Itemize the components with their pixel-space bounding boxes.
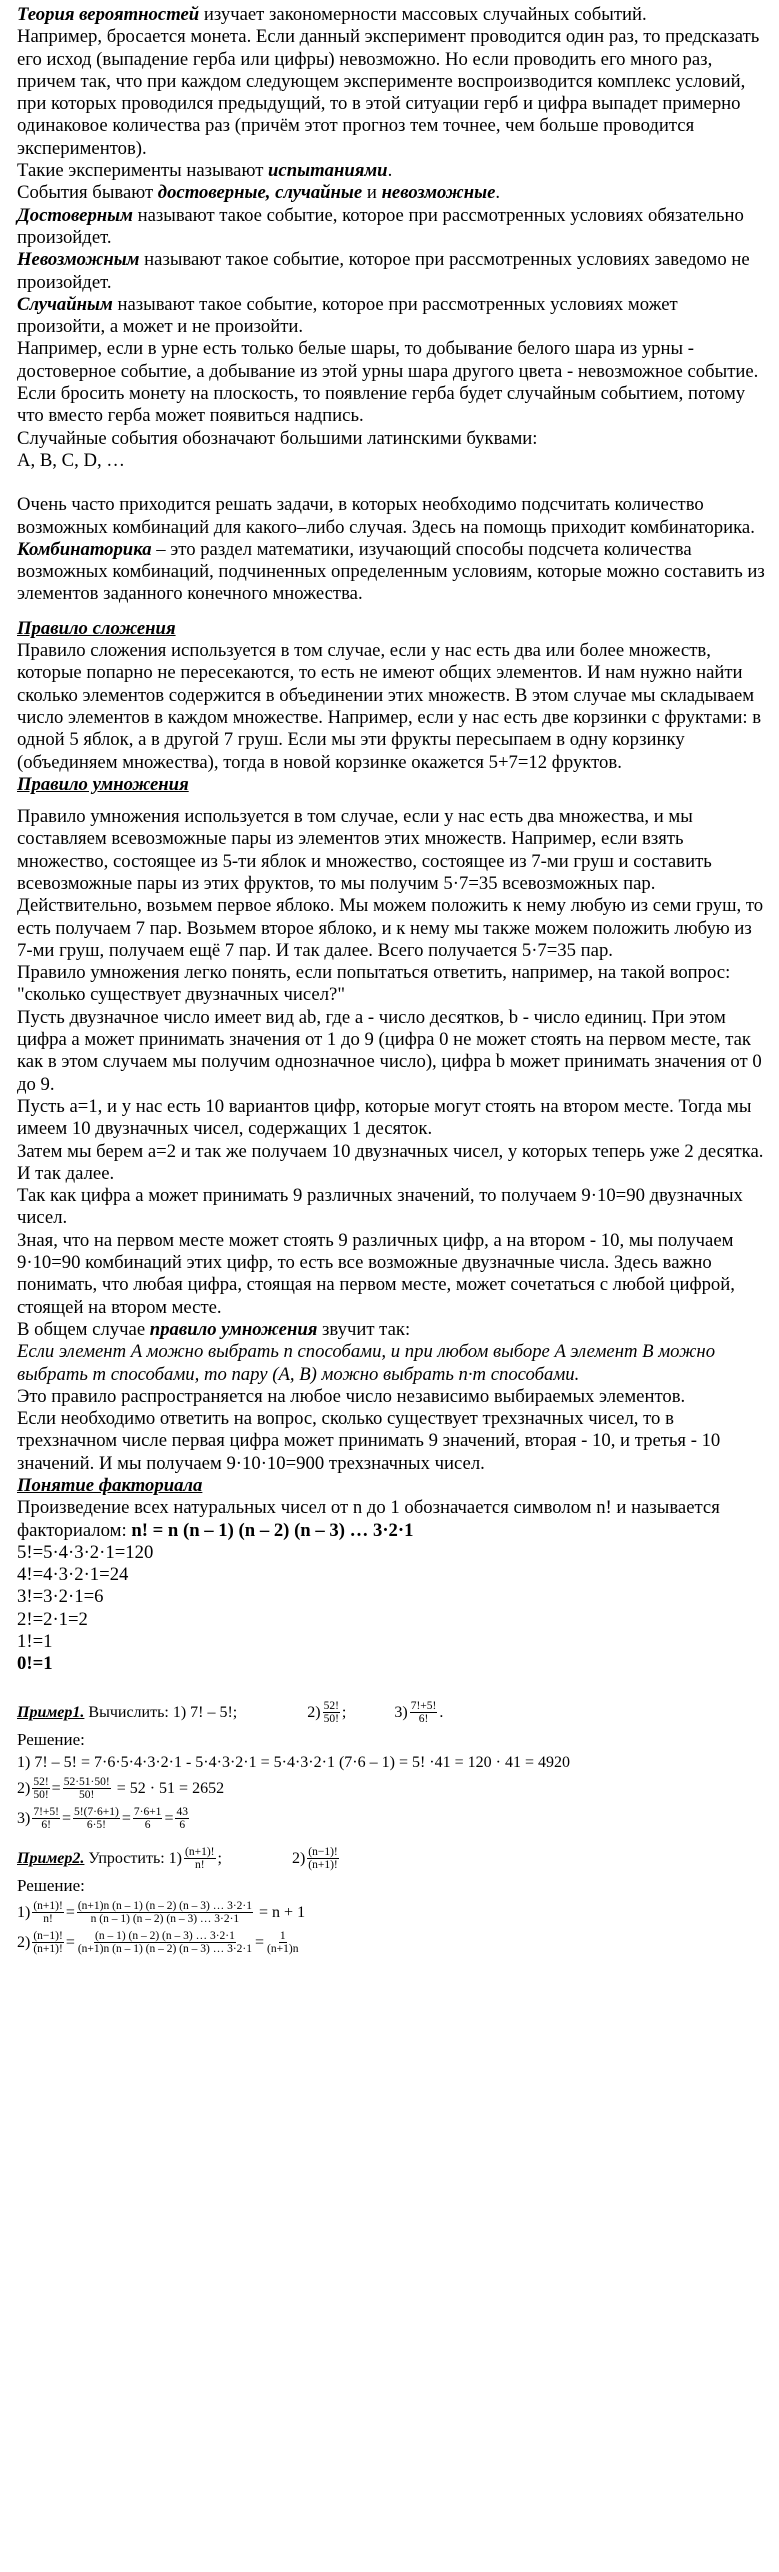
fraction <box>77 1930 253 1955</box>
text: звучит так: <box>317 1318 411 1340</box>
paragraph-certain <box>17 205 765 250</box>
fraction <box>32 1806 60 1831</box>
example1-solution-label: Решение: <box>17 1729 85 1749</box>
numerator: 52! <box>323 1700 339 1713</box>
paragraph-coin-example: Например, бросается монета. Если данный эксперимент проводится один раз, то предсказать его исход (выпадение герба или цифры) невозможно. Но если проводить его много раз, причем так, что при каждом следующем эксперименте воспроизводится комплекс условий, при которых проводился предыдущий, то в этой ситуации герб и цифра выпадет примерно одинаковое количества раз (причём этот прогноз тем точнее, чем больше проводится экспериментов). <box>17 26 760 159</box>
example2-label: Пример2. <box>17 1849 85 1867</box>
paragraph-product-5: Пусть a=1, и у нас есть 10 вариантов цифр, которые могут стоять на втором месте. Тогда мы имеем 10 двузначных чисел, содержащих 1 десяток. <box>17 1095 752 1140</box>
text: называют такое событие, которое при рассмотренных условиях обязательно произойдет. <box>17 204 744 248</box>
paragraph-product-3: Правило умножения легко понять, если попытаться ответить, например, на такой вопрос: "сколько существует двузначных чисел?" <box>17 962 731 1006</box>
text: 3) <box>394 1703 408 1721</box>
paragraph-combinatorics-intro: Очень часто приходится решать задачи, в которых необходимо подсчитать количество возможных комбинаций для какого–либо случая. Здесь на помощь приходит комбинаторика. <box>17 494 755 538</box>
text: = <box>255 1933 265 1951</box>
paragraph-urn: Например, если в урне есть только белые шары, то добывание белого шара из урны - достоверное событие, а добывание из этой урны шара другого цвета - невозможное событие. <box>17 338 759 382</box>
factorial-zero: 0!=1 <box>17 1653 53 1675</box>
denominator: n! <box>43 1913 53 1926</box>
numerator: (n+1)! <box>33 1900 63 1913</box>
example2-task <box>17 1844 765 1874</box>
text: = <box>121 1809 131 1827</box>
term-event-types: достоверные, случайные <box>157 182 363 204</box>
numerator: (n – 1) (n – 2) (n – 3) … 3·2·1 <box>94 1930 235 1943</box>
denominator: (n+1)! <box>33 1943 63 1956</box>
text: 1) <box>17 1903 31 1921</box>
paragraph-sum-rule: Правило сложения используется в том случае, если у нас есть два или более множеств, которые попарно не пересекаются, то есть не имеют общих элементов. И нам нужно найти сколько элементов содержится в объединении этих множеств. В этом случае мы складываем число элементов в каждом множестве. Например, если у нас есть две корзинки с фруктами: в одной 5 яблок, а в другой 7 груш. Если мы эти фрукты пересыпаем в одну корзинку (объединяем множества), тогда в новой корзинке окажется 5+7=12 фруктов. <box>17 640 762 773</box>
fraction <box>73 1806 120 1831</box>
factorial-line-3: 3!=3·2·1=6 <box>17 1586 104 1608</box>
text: = <box>65 1903 75 1921</box>
text: 2) <box>17 1933 31 1951</box>
example2-solution-2 <box>17 1928 765 1958</box>
paragraph-impossible <box>17 249 765 294</box>
fraction <box>32 1930 63 1955</box>
fraction <box>77 1900 253 1925</box>
heading-factorial: Понятие факториала <box>17 1475 203 1496</box>
numerator: (n−1)! <box>308 1846 338 1859</box>
fraction <box>63 1776 111 1801</box>
text: ; <box>341 1703 347 1721</box>
denominator: n (n – 1) (n – 2) (n – 3) … 3·2·1 <box>90 1913 240 1926</box>
factorial-formula: n! = n (n – 1) (n – 2) (n – 3) … 3·2·1 <box>131 1519 414 1541</box>
paragraph-product-11: Если необходимо ответить на вопрос, сколько существует трехзначных чисел, то в трехзначном числе первая цифра может принимать 9 значений, вторая - 10, и третья - 10 значений. И мы получаем 9·10·10=900 трехзначных чисел. <box>17 1408 721 1474</box>
denominator: 6 <box>179 1819 186 1832</box>
text: . <box>439 1703 444 1721</box>
paragraph-letters: A, B, C, D, … <box>17 449 125 471</box>
text: Произведение всех натуральных чисел от n до 1 обозначается символом n! и называется факториалом: <box>17 1497 720 1541</box>
numerator: 7·6+1 <box>133 1806 162 1819</box>
heading-sum-rule: Правило сложения <box>17 617 176 639</box>
numerator: 52·51·50! <box>63 1776 110 1789</box>
paragraph-product-1: Правило умножения используется в том случае, если у нас есть два множества, и мы составляем всевозможные пары из элементов этих множеств. Например, если взять множество, состоящее из 5-ти яблок и множество, состоящее из 7-ми груш и составить всевозможные пары из этих фруктов, то мы получим 5·7=35 всевозможных пар. <box>17 806 712 894</box>
paragraph-product-7: Так как цифра a может принимать 9 различных значений, то получаем 9·10=90 двузначных чисел. <box>17 1185 743 1229</box>
text: ; <box>217 1849 222 1867</box>
fraction <box>32 1900 63 1925</box>
text: = <box>65 1933 75 1951</box>
text: = 52 · 51 = 2652 <box>116 1779 225 1797</box>
spacer <box>17 796 765 806</box>
text: Упростить: 1) <box>84 1849 183 1867</box>
paragraph-random <box>17 294 765 339</box>
text: изучает закономерности массовых случайных событий. <box>199 4 647 25</box>
denominator: 6·5! <box>86 1819 106 1832</box>
spacer <box>17 606 765 618</box>
fraction <box>410 1700 438 1725</box>
text: В общем случае <box>17 1318 150 1340</box>
text: 2) <box>291 1849 306 1867</box>
example2-solution-1 <box>17 1898 765 1928</box>
numerator: 7!+5! <box>33 1806 59 1819</box>
text: Вычислить: 1) 7! – 5!; <box>84 1703 238 1721</box>
denominator: 50! <box>33 1789 49 1802</box>
term-probability-theory: Теория вероятностей <box>17 4 200 25</box>
denominator: (n+1)n (n – 1) (n – 2) (n – 3) … 3·2·1 <box>77 1943 253 1956</box>
term-random: Случайным <box>17 293 113 315</box>
text: . <box>387 160 393 182</box>
heading-product-rule: Правило умножения <box>17 773 189 795</box>
paragraph-product-rule-statement: Если элемент A можно выбрать n способами, и при любом выборе A элемент B можно выбрать m способами, то пару (A, B) можно выбрать n·m способами. <box>17 1341 716 1385</box>
factorial-line-4: 2!=2·1=2 <box>17 1608 88 1630</box>
paragraph-product-10: Это правило распространяется на любое число независимо выбираемых элементов. <box>17 1385 686 1407</box>
paragraph-product-6: Затем мы берем a=2 и так же получаем 10 двузначных чисел, у которых теперь уже 2 десятка. И так далее. <box>17 1140 764 1184</box>
term-certain: Достоверным <box>17 204 133 226</box>
spacer <box>17 1834 765 1844</box>
text: Такие эксперименты называют <box>17 160 269 182</box>
text: называют такое событие, которое при рассмотренных условиях заведомо не произойдет. <box>17 249 750 293</box>
numerator: 7!+5! <box>410 1700 437 1713</box>
denominator: n! <box>194 1859 205 1872</box>
denominator: (n+1)n <box>267 1943 299 1956</box>
paragraph-product-2: Действительно, возьмем первое яблоко. Мы можем положить к нему любую из семи груш, то есть получаем 7 пар. Возьмем второе яблоко, и к нему мы также можем положить любую из 7-ми груш, получаем ещё 7 пар. И так далее. Всего получается 5·7=35 пар. <box>17 895 764 961</box>
text: = <box>61 1809 72 1827</box>
fraction <box>266 1930 299 1955</box>
text: = <box>164 1809 174 1827</box>
paragraph-coin2: Если бросить монету на плоскость, то появление герба будет случайным событием, потому что вместо герба может появиться надпись. <box>17 383 746 427</box>
numerator: 43 <box>176 1806 188 1819</box>
paragraph-factorial-def <box>17 1497 765 1542</box>
example1-label: Пример1. <box>17 1703 85 1721</box>
text: и <box>362 182 382 204</box>
paragraph-product-8: Зная, что на первом месте может стоять 9 различных цифр, а на втором - 10, мы получаем 9·10=90 комбинаций этих цифр, то есть все возможные двузначные числа. Здесь важно понимать, что любая цифра, стоящая на первом месте, может сочетаться с любой цифрой, стоящей на втором месте. <box>17 1229 735 1318</box>
denominator: 6 <box>144 1819 151 1832</box>
text: . <box>495 182 501 204</box>
factorial-line-5: 1!=1 <box>17 1631 53 1653</box>
denominator: 50! <box>79 1789 95 1802</box>
text: = <box>51 1779 61 1797</box>
example1-solution-1: 1) 7! – 5! = 7·6·5·4·3·2·1 - 5·4·3·2·1 = 5·4·3·2·1 (7·6 – 1) = 5! ·41 = 120 · 41 = 4920 <box>17 1753 570 1771</box>
fraction <box>307 1846 338 1871</box>
paragraph-product-9 <box>17 1319 765 1341</box>
spacer <box>17 1676 765 1698</box>
text: 3) <box>17 1809 31 1827</box>
text: 2) <box>307 1703 321 1721</box>
example1-solution-2 <box>17 1774 765 1804</box>
factorial-line-2: 4!=4·3·2·1=24 <box>17 1564 129 1586</box>
numerator: (n−1)! <box>33 1930 63 1943</box>
factorial-line-1: 5!=5·4·3·2·1=120 <box>17 1541 154 1563</box>
fraction <box>133 1806 163 1831</box>
term-impossible: невозможные <box>381 182 496 204</box>
denominator: 6! <box>418 1713 429 1726</box>
paragraph-probability-def <box>17 4 765 26</box>
numerator: 1 <box>279 1930 286 1943</box>
paragraph-trials <box>17 160 765 182</box>
text: 2) <box>17 1779 31 1797</box>
spacer <box>17 472 765 494</box>
fraction <box>175 1806 189 1831</box>
fraction <box>323 1700 340 1725</box>
paragraph-event-types <box>17 182 765 204</box>
example1-solution-3 <box>17 1804 765 1834</box>
term-product-rule: правило умножения <box>149 1318 318 1340</box>
paragraph-product-4: Пусть двузначное число имеет вид ab, где a - число десятков, b - число единиц. При этом цифра a может принимать значения от 1 до 9 (цифра 0 не может стоять на первом месте, так как в этом случаем мы получим однозначное число), цифра b может принимать значения от 0 до 9. <box>17 1006 762 1095</box>
term-impossible-event: Невозможным <box>17 249 140 271</box>
numerator: (n+1)! <box>185 1846 215 1859</box>
text: События бывают <box>17 182 158 204</box>
text: называют такое событие, которое при рассмотренных условиях может произойти, а может и не произойти. <box>17 293 678 338</box>
fraction <box>184 1846 215 1871</box>
example2-solution-label: Решение: <box>17 1875 85 1895</box>
example1-task <box>17 1698 765 1728</box>
numerator: 5!(7·6+1) <box>74 1806 119 1819</box>
denominator: (n+1)! <box>308 1859 338 1872</box>
text: – это раздел математики, изучающий способы подсчета количества возможных комбинаций, подчиненных определенным условиям, которые можно составить из элементов заданного конечного множества. <box>17 538 765 605</box>
paragraph-notation: Случайные события обозначают большими латинскими буквами: <box>17 427 538 449</box>
text: = n + 1 <box>259 1903 306 1921</box>
term-combinatorics: Комбинаторика <box>17 538 152 560</box>
paragraph-combinatorics-def <box>17 539 765 606</box>
denominator: 6! <box>41 1819 51 1832</box>
denominator: 50! <box>323 1713 339 1726</box>
numerator: (n+1)n (n – 1) (n – 2) (n – 3) … 3·2·1 <box>77 1900 253 1913</box>
numerator: 52! <box>33 1776 49 1789</box>
fraction <box>32 1776 49 1801</box>
term-trials: испытаниями <box>268 160 388 182</box>
